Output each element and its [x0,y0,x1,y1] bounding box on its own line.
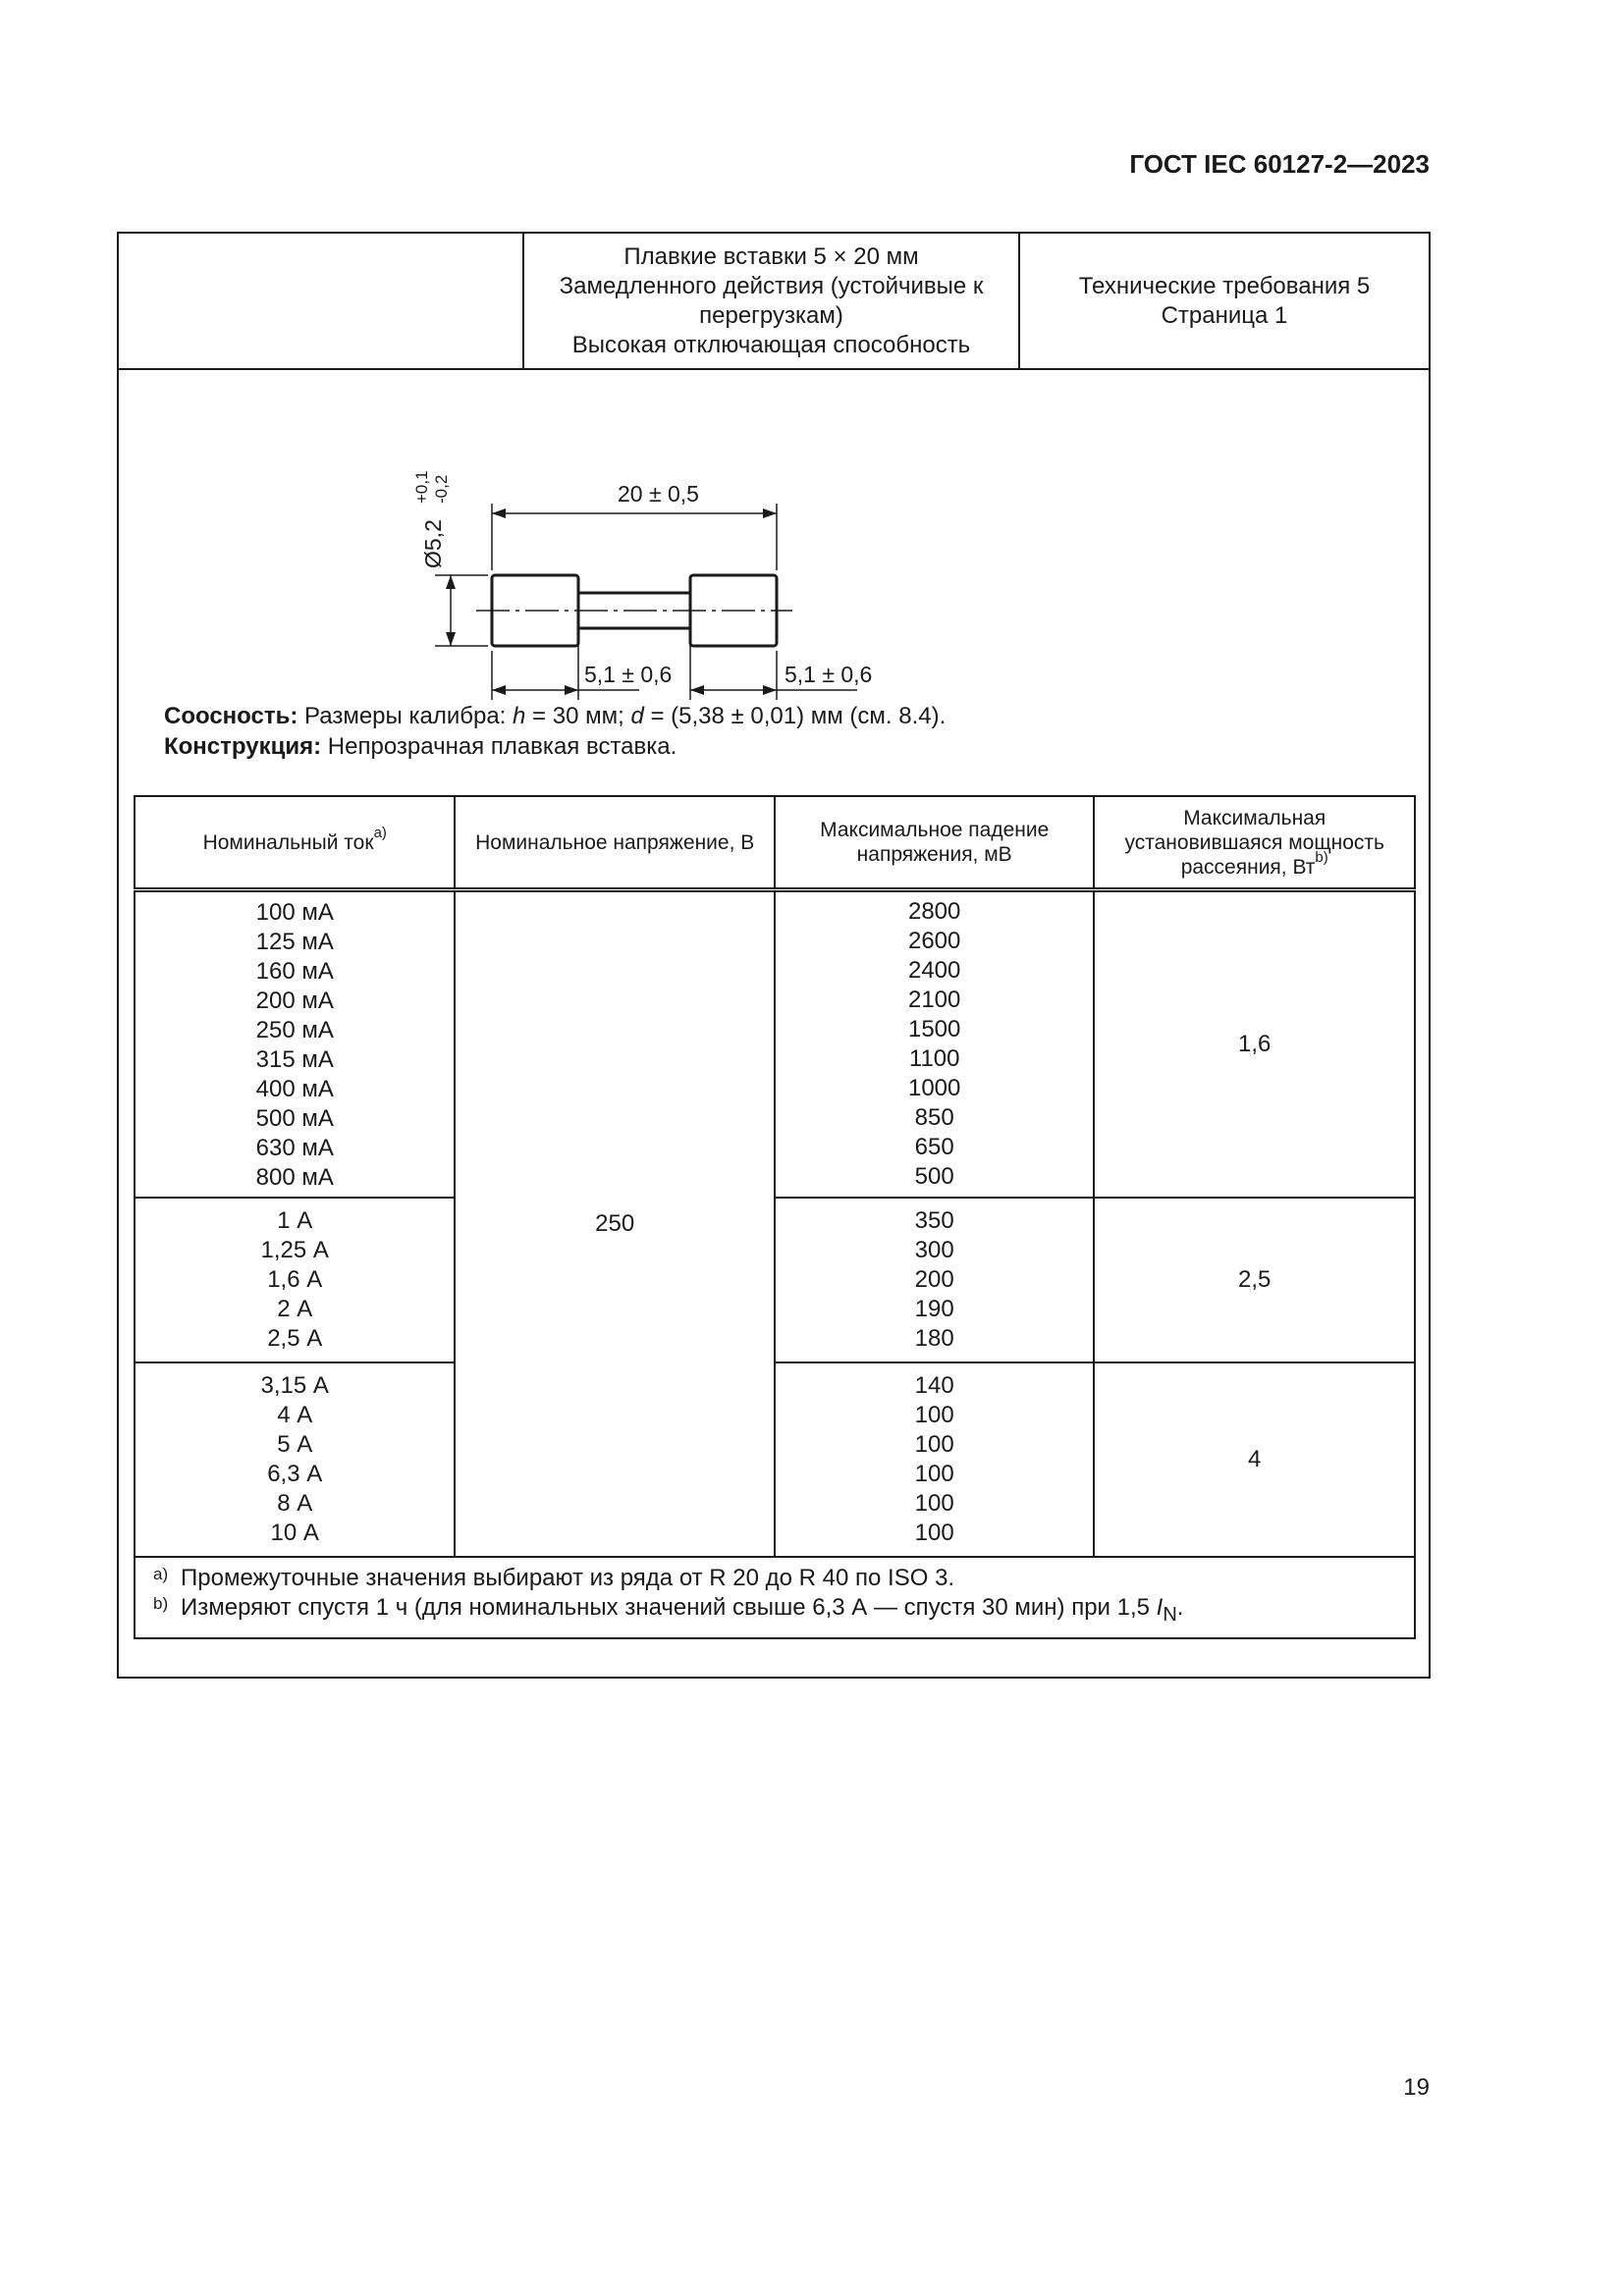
header-sheet-ref-cell [1020,234,1429,368]
footnote-b: b) Измеряют спустя 1 ч (для номинальных значений свыше 6,3 А — спустя 30 мин) при 1,5 $I_N$. [153,1594,1184,1626]
table-row [135,1362,1415,1557]
sheet-header [119,234,1429,370]
diameter-tolerance-lower: -0,2 [432,474,451,504]
power-group-1: 1,6 [1094,890,1415,1199]
table-footnotes-row [135,1557,1415,1638]
diameter-tolerance-upper: +0,1 [412,470,431,504]
power-group-2: 2,5 [1094,1198,1415,1362]
header-max-power-dissipation: Максимальная установившаяся мощность рассеяния, $Вт^{b)}$ [1094,796,1415,890]
left-cap-label: 5,1 ± 0,6 [584,662,673,687]
right-cap-label: 5,1 ± 0,6 [785,662,873,687]
drop-group-3: 140 100 100 100 100 100 [775,1362,1095,1557]
drop-group-2: 350 300 200 190 180 [775,1198,1095,1362]
header-ref-line: Страница 1 [1161,301,1288,329]
header-ref-line: Технические требования 5 [1078,272,1371,299]
specification-sheet [117,232,1431,1679]
current-group-1: 100 мА 125 мА 160 мА 200 мА 250 мА 315 мА 400 мА 500 мА 630 мА 800 мА [135,890,455,1199]
footnote-a: a) Промежуточные значения выбирают из ряда от R 20 до R 40 по ISO 3. [153,1565,955,1591]
power-group-3: 4 [1094,1362,1415,1557]
current-group-2: 1 А 1,25 А 1,6 А 2 А 2,5 А [135,1198,455,1362]
table-row [135,890,1415,1199]
header-max-voltage-drop: Максимальное падение напряжения, мВ [775,796,1095,890]
construction-note: Конструкция: Непрозрачная плавкая вставка. [164,733,677,760]
table-footnotes [135,1557,1415,1638]
drop-group-1: 2800 2600 2400 2100 1500 1100 1000 850 650 500 [775,890,1095,1199]
alignment-note: Соосность: Размеры калибра: h = 30 мм; d = (5,38 ± 0,01) мм (см. 8.4). [164,703,947,729]
ratings-table [134,795,1416,1639]
rated-voltage-cell: 250 [455,890,774,1558]
document-code: ГОСТ IEC 60127-2—2023 [1129,149,1430,179]
header-title-cell [524,234,1020,368]
fuse-dimension-drawing [412,396,1179,690]
header-title-line: Замедленного действия (устойчивые к [559,272,984,299]
current-group-3: 3,15 А 4 А 5 А 6,3 А 8 А 10 А [135,1362,455,1557]
notes-block [164,701,946,762]
length-label: 20 ± 0,5 [618,481,699,507]
header-title-line: перегрузкам) [699,301,843,329]
table-header-row [135,796,1415,890]
header-rated-voltage: Номинальное напряжение, В [455,796,774,890]
table-row [135,1198,1415,1362]
header-title-line: Высокая отключающая способность [571,331,971,358]
header-empty-cell [119,234,524,368]
header-title-line: Плавкие вставки 5 × 20 мм [623,242,919,270]
header-rated-current: Номинальный ток$^{a)}$ [135,796,455,890]
diameter-label: Ø5,2 [420,519,446,568]
page-number: 19 [1403,2074,1430,2101]
